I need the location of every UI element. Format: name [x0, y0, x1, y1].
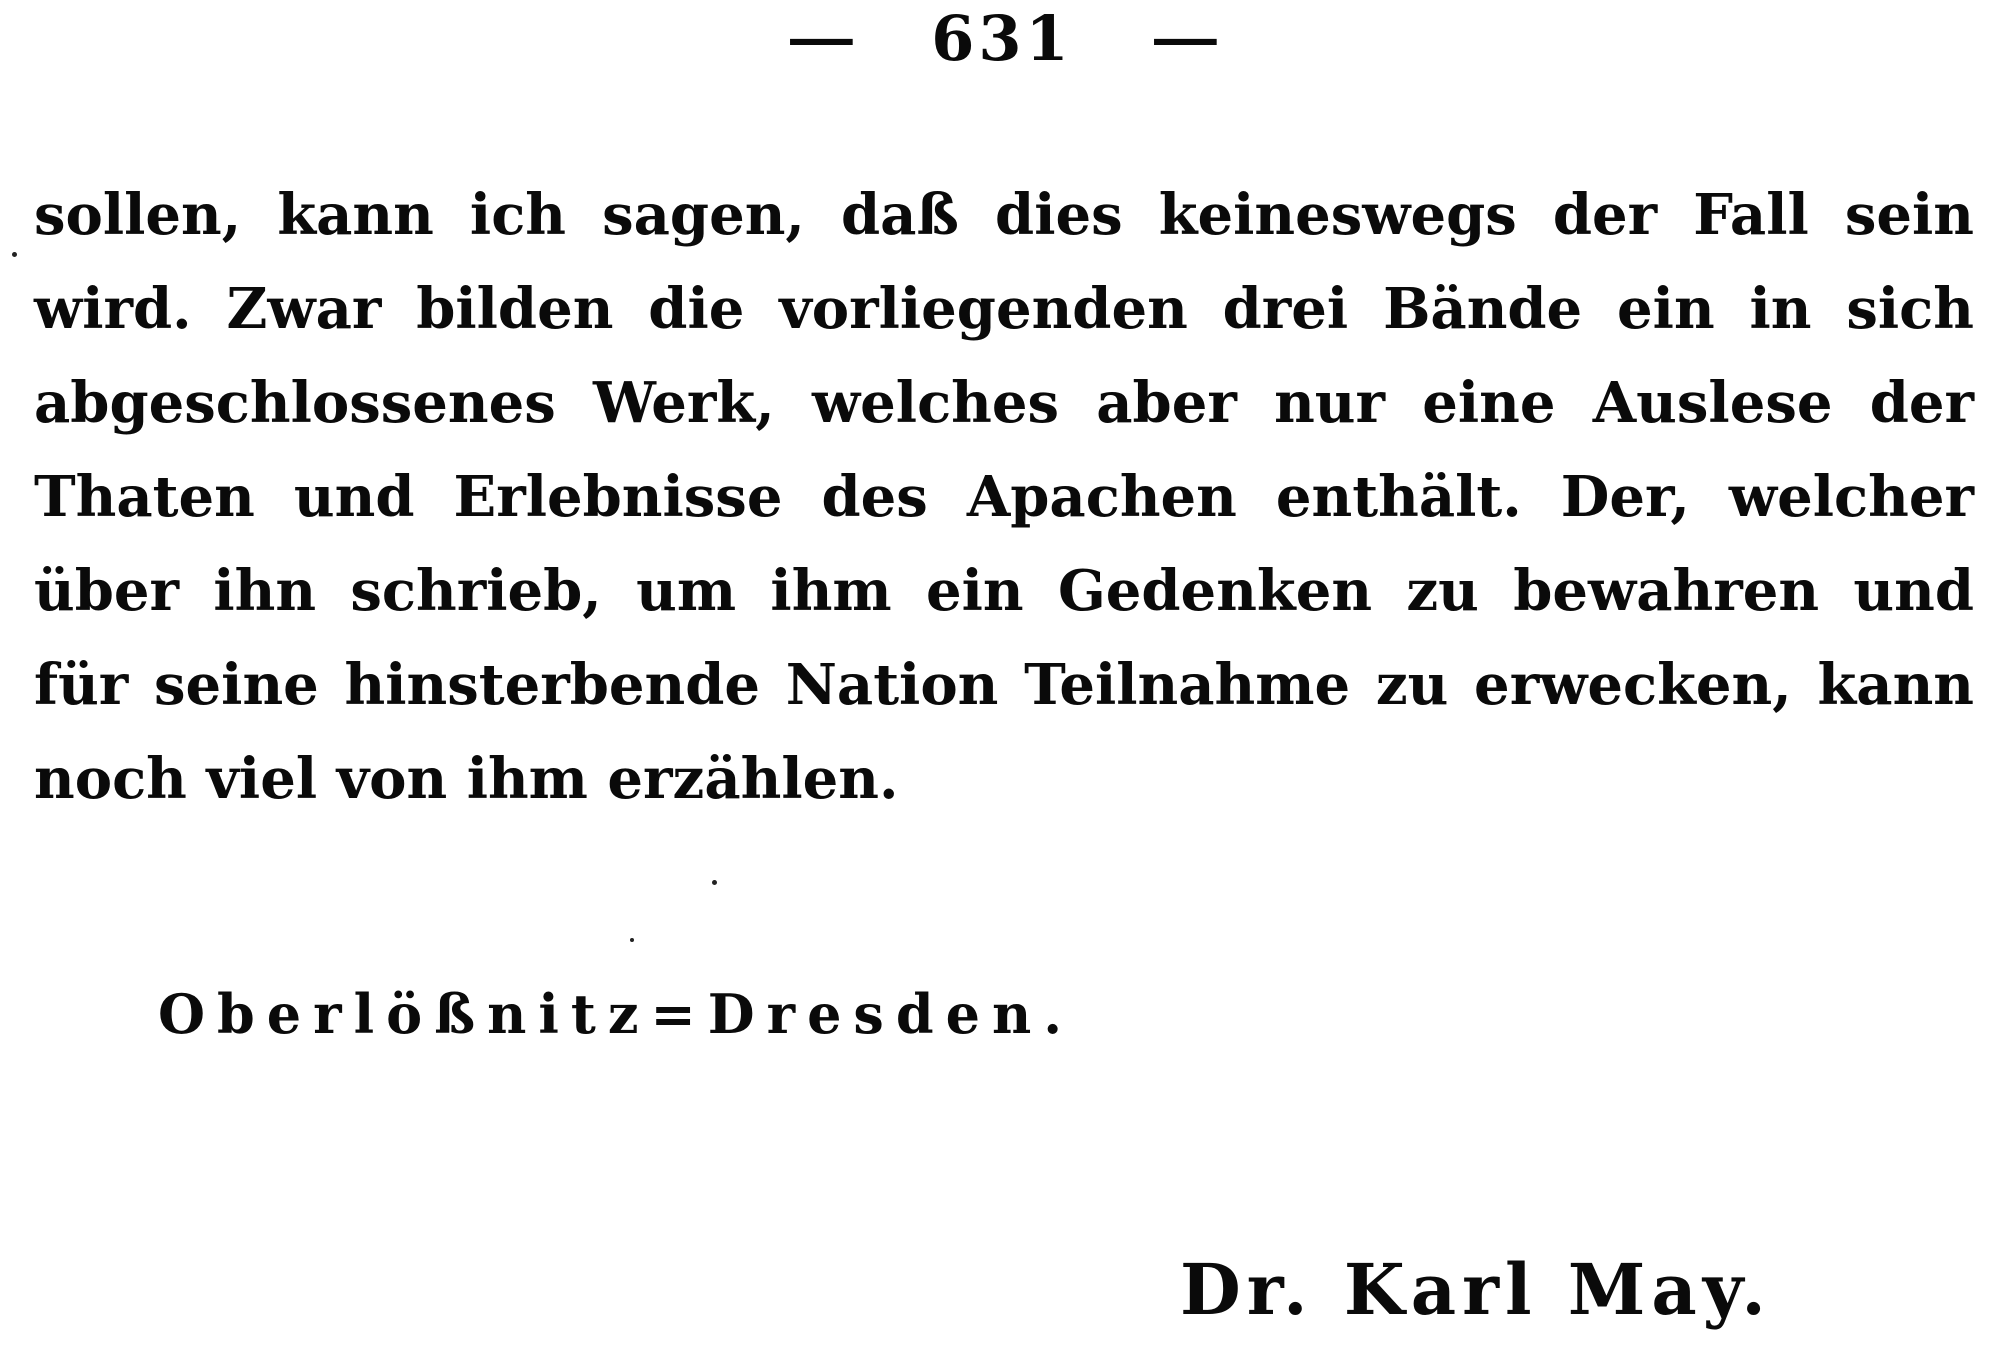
- page-number: 631: [931, 2, 1073, 75]
- text-line: Thaten und Erlebnisse des Apachen enthält. Der, welcher: [34, 464, 1974, 530]
- text-line: abgeschlossenes Werk, welches aber nur eine Auslese der: [34, 370, 1974, 436]
- scan-speck: [630, 938, 634, 942]
- text-line: über ihn schrieb, um ihm ein Gedenken zu bewahren und: [34, 558, 1974, 624]
- page-number-dash-left: —: [786, 8, 855, 69]
- location-line: Oberlößnitz=Dresden.: [158, 982, 1075, 1046]
- signature: Dr. Karl May.: [1180, 1248, 1772, 1331]
- scan-speck: [712, 880, 717, 885]
- scan-speck: [12, 252, 17, 257]
- text-line: sollen, kann ich sagen, daß dies keineswegs der Fall sein: [34, 182, 1974, 248]
- text-line: wird. Zwar bilden die vorliegenden drei Bände ein in sich: [34, 276, 1974, 342]
- text-line: noch viel von ihm erzählen.: [34, 746, 899, 812]
- page-number-dash-right: —: [1149, 8, 1218, 69]
- text-line: für seine hinsterbende Nation Teilnahme zu erwecken, kann: [34, 652, 1974, 718]
- paragraph: [34, 168, 1974, 826]
- page-header: [0, 2, 2004, 75]
